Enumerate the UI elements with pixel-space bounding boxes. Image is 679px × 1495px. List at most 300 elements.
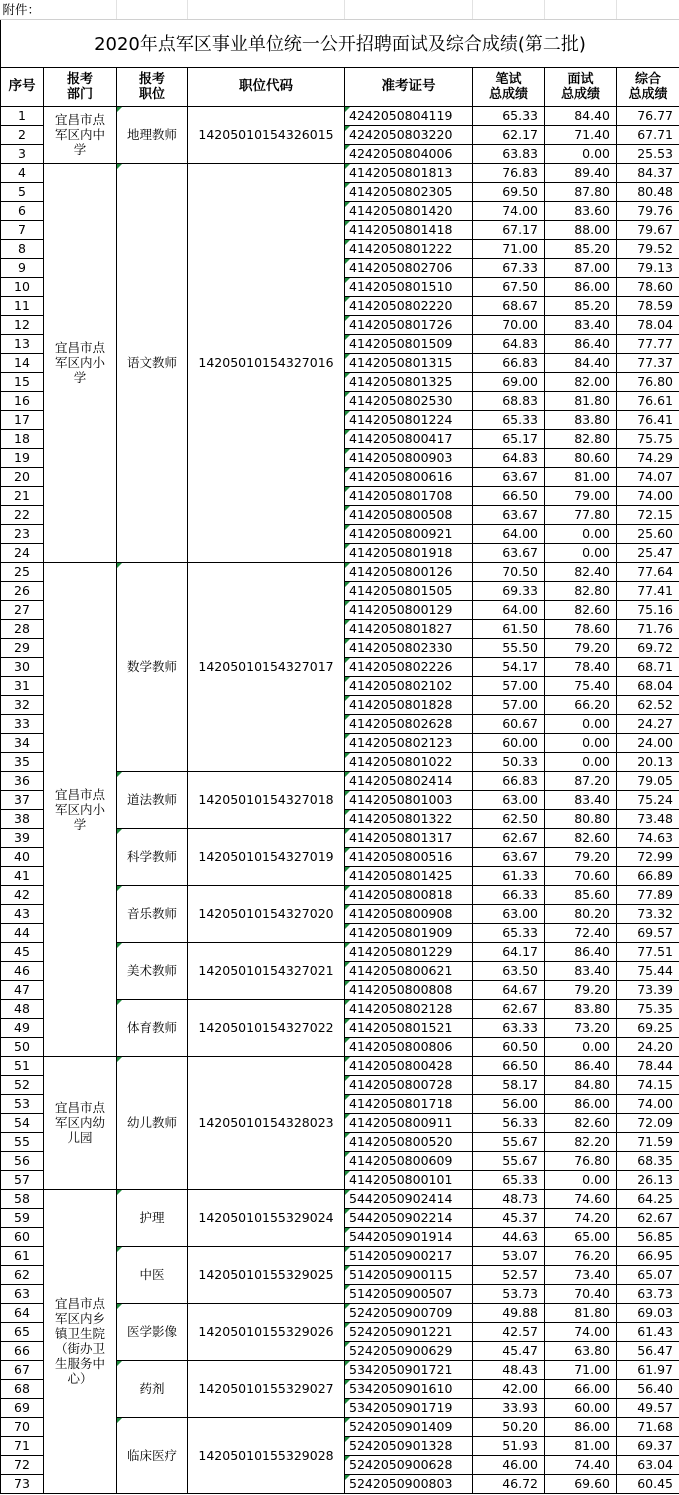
total-score: 20.13 bbox=[617, 752, 679, 771]
total-score: 24.00 bbox=[617, 733, 679, 752]
row-number: 66 bbox=[1, 1341, 44, 1360]
row-number: 12 bbox=[1, 315, 44, 334]
ticket-number: 4142050801022 bbox=[345, 752, 473, 771]
interview-score: 83.40 bbox=[545, 961, 617, 980]
written-score: 45.47 bbox=[473, 1341, 545, 1360]
ticket-number: 4142050802414 bbox=[345, 771, 473, 790]
written-score: 67.50 bbox=[473, 277, 545, 296]
total-score: 69.37 bbox=[617, 1436, 679, 1455]
ticket-number: 4142050800806 bbox=[345, 1037, 473, 1056]
written-score: 63.67 bbox=[473, 543, 545, 562]
written-score: 60.67 bbox=[473, 714, 545, 733]
ticket-number: 4142050802123 bbox=[345, 733, 473, 752]
total-score: 64.25 bbox=[617, 1189, 679, 1208]
total-score: 75.16 bbox=[617, 600, 679, 619]
header-seq: 序号 bbox=[1, 67, 44, 106]
written-score: 44.63 bbox=[473, 1227, 545, 1246]
interview-score: 74.60 bbox=[545, 1189, 617, 1208]
position-code-cell: 14205010155329026 bbox=[188, 1303, 345, 1360]
row-number: 41 bbox=[1, 866, 44, 885]
position-cell: 临床医疗 bbox=[117, 1417, 188, 1493]
row-number: 72 bbox=[1, 1455, 44, 1474]
total-score: 67.71 bbox=[617, 125, 679, 144]
row-number: 15 bbox=[1, 372, 44, 391]
ticket-number: 4142050800129 bbox=[345, 600, 473, 619]
ticket-number: 4142050802628 bbox=[345, 714, 473, 733]
ticket-number: 4142050800908 bbox=[345, 904, 473, 923]
position-code-cell: 14205010154327018 bbox=[188, 771, 345, 828]
ticket-number: 5142050900217 bbox=[345, 1246, 473, 1265]
total-score: 56.85 bbox=[617, 1227, 679, 1246]
position-cell: 护理 bbox=[117, 1189, 188, 1246]
row-number: 7 bbox=[1, 220, 44, 239]
written-score: 33.93 bbox=[473, 1398, 545, 1417]
written-score: 69.00 bbox=[473, 372, 545, 391]
total-score: 77.37 bbox=[617, 353, 679, 372]
ticket-number: 4142050801418 bbox=[345, 220, 473, 239]
ticket-number: 5442050902214 bbox=[345, 1208, 473, 1227]
position-code-cell: 14205010155329025 bbox=[188, 1246, 345, 1303]
written-score: 66.50 bbox=[473, 1056, 545, 1075]
written-score: 66.83 bbox=[473, 353, 545, 372]
total-score: 78.04 bbox=[617, 315, 679, 334]
total-score: 79.76 bbox=[617, 201, 679, 220]
written-score: 74.00 bbox=[473, 201, 545, 220]
ticket-number: 5142050900507 bbox=[345, 1284, 473, 1303]
total-score: 73.39 bbox=[617, 980, 679, 999]
interview-score: 74.00 bbox=[545, 1322, 617, 1341]
position-cell: 体育教师 bbox=[117, 999, 188, 1056]
row-number: 17 bbox=[1, 410, 44, 429]
page-title: 2020年点军区事业单位统一公开招聘面试及综合成绩(第二批) bbox=[1, 19, 679, 67]
written-score: 62.50 bbox=[473, 809, 545, 828]
interview-score: 85.60 bbox=[545, 885, 617, 904]
row-number: 27 bbox=[1, 600, 44, 619]
interview-score: 66.20 bbox=[545, 695, 617, 714]
written-score: 66.83 bbox=[473, 771, 545, 790]
position-code-cell: 14205010154327017 bbox=[188, 562, 345, 771]
position-code-cell: 14205010154327021 bbox=[188, 942, 345, 999]
written-score: 48.43 bbox=[473, 1360, 545, 1379]
written-score: 67.33 bbox=[473, 258, 545, 277]
header-written: 笔试 总成绩 bbox=[473, 67, 545, 106]
written-score: 65.33 bbox=[473, 106, 545, 125]
ticket-number: 4142050801222 bbox=[345, 239, 473, 258]
position-cell: 道法教师 bbox=[117, 771, 188, 828]
interview-score: 85.20 bbox=[545, 239, 617, 258]
interview-score: 0.00 bbox=[545, 714, 617, 733]
written-score: 63.67 bbox=[473, 847, 545, 866]
interview-score: 0.00 bbox=[545, 1170, 617, 1189]
row-number: 40 bbox=[1, 847, 44, 866]
interview-score: 76.20 bbox=[545, 1246, 617, 1265]
ticket-number: 4142050801509 bbox=[345, 334, 473, 353]
written-score: 60.50 bbox=[473, 1037, 545, 1056]
interview-score: 85.20 bbox=[545, 296, 617, 315]
written-score: 46.00 bbox=[473, 1455, 545, 1474]
ticket-number: 4142050801918 bbox=[345, 543, 473, 562]
department-cell: 宜昌市点军区内小学 bbox=[44, 163, 117, 562]
interview-score: 0.00 bbox=[545, 733, 617, 752]
interview-score: 77.80 bbox=[545, 505, 617, 524]
interview-score: 78.40 bbox=[545, 657, 617, 676]
total-score: 61.97 bbox=[617, 1360, 679, 1379]
interview-score: 79.00 bbox=[545, 486, 617, 505]
total-score: 76.41 bbox=[617, 410, 679, 429]
ticket-number: 4142050801229 bbox=[345, 942, 473, 961]
interview-score: 83.40 bbox=[545, 790, 617, 809]
total-score: 62.67 bbox=[617, 1208, 679, 1227]
total-score: 73.32 bbox=[617, 904, 679, 923]
ticket-number: 4142050801317 bbox=[345, 828, 473, 847]
grid-cell bbox=[545, 0, 617, 19]
ticket-number: 4142050800728 bbox=[345, 1075, 473, 1094]
written-score: 64.00 bbox=[473, 524, 545, 543]
total-score: 74.63 bbox=[617, 828, 679, 847]
ticket-number: 4142050802706 bbox=[345, 258, 473, 277]
written-score: 63.83 bbox=[473, 144, 545, 163]
row-number: 67 bbox=[1, 1360, 44, 1379]
row-number: 33 bbox=[1, 714, 44, 733]
interview-score: 79.20 bbox=[545, 847, 617, 866]
written-score: 64.67 bbox=[473, 980, 545, 999]
ticket-number: 4142050801718 bbox=[345, 1094, 473, 1113]
row-number: 4 bbox=[1, 163, 44, 182]
header-total: 综合 总成绩 bbox=[617, 67, 679, 106]
total-score: 77.51 bbox=[617, 942, 679, 961]
ticket-number: 4142050802305 bbox=[345, 182, 473, 201]
written-score: 42.57 bbox=[473, 1322, 545, 1341]
total-score: 25.47 bbox=[617, 543, 679, 562]
ticket-number: 5442050901914 bbox=[345, 1227, 473, 1246]
ticket-number: 4142050800126 bbox=[345, 562, 473, 581]
position-code-cell: 14205010154327016 bbox=[188, 163, 345, 562]
row-number: 43 bbox=[1, 904, 44, 923]
interview-score: 80.20 bbox=[545, 904, 617, 923]
total-score: 76.80 bbox=[617, 372, 679, 391]
ticket-number: 4242050804119 bbox=[345, 106, 473, 125]
row-number: 54 bbox=[1, 1113, 44, 1132]
total-score: 84.37 bbox=[617, 163, 679, 182]
row-number: 9 bbox=[1, 258, 44, 277]
interview-score: 80.80 bbox=[545, 809, 617, 828]
total-score: 73.48 bbox=[617, 809, 679, 828]
total-score: 78.44 bbox=[617, 1056, 679, 1075]
written-score: 64.83 bbox=[473, 448, 545, 467]
interview-score: 81.80 bbox=[545, 1303, 617, 1322]
header-ticket: 准考证号 bbox=[345, 67, 473, 106]
written-score: 64.17 bbox=[473, 942, 545, 961]
ticket-number: 4142050802330 bbox=[345, 638, 473, 657]
row-number: 56 bbox=[1, 1151, 44, 1170]
written-score: 62.67 bbox=[473, 828, 545, 847]
ticket-number: 4142050800808 bbox=[345, 980, 473, 999]
interview-score: 84.80 bbox=[545, 1075, 617, 1094]
row-number: 38 bbox=[1, 809, 44, 828]
row-number: 60 bbox=[1, 1227, 44, 1246]
department-cell: 宜昌市点军区内幼儿园 bbox=[44, 1056, 117, 1189]
ticket-number: 5342050901610 bbox=[345, 1379, 473, 1398]
row-number: 21 bbox=[1, 486, 44, 505]
grid-cell bbox=[188, 0, 345, 19]
ticket-number: 5342050901719 bbox=[345, 1398, 473, 1417]
table-row bbox=[1, 562, 679, 581]
interview-score: 82.60 bbox=[545, 600, 617, 619]
ticket-number: 4142050800508 bbox=[345, 505, 473, 524]
written-score: 62.67 bbox=[473, 999, 545, 1018]
row-number: 16 bbox=[1, 391, 44, 410]
ticket-number: 4142050802128 bbox=[345, 999, 473, 1018]
position-code-cell: 14205010155329028 bbox=[188, 1417, 345, 1493]
total-score: 75.44 bbox=[617, 961, 679, 980]
ticket-number: 4142050800818 bbox=[345, 885, 473, 904]
ticket-number: 4142050801909 bbox=[345, 923, 473, 942]
ticket-number: 5242050901221 bbox=[345, 1322, 473, 1341]
written-score: 48.73 bbox=[473, 1189, 545, 1208]
total-score: 66.89 bbox=[617, 866, 679, 885]
total-score: 56.40 bbox=[617, 1379, 679, 1398]
total-score: 79.52 bbox=[617, 239, 679, 258]
header-position: 报考 职位 bbox=[117, 67, 188, 106]
interview-score: 83.80 bbox=[545, 410, 617, 429]
ticket-number: 4142050801425 bbox=[345, 866, 473, 885]
row-number: 6 bbox=[1, 201, 44, 220]
ticket-number: 4142050801510 bbox=[345, 277, 473, 296]
row-number: 20 bbox=[1, 467, 44, 486]
department-cell: 宜昌市点军区内中学 bbox=[44, 106, 117, 163]
row-number: 14 bbox=[1, 353, 44, 372]
written-score: 56.00 bbox=[473, 1094, 545, 1113]
row-number: 57 bbox=[1, 1170, 44, 1189]
interview-score: 0.00 bbox=[545, 543, 617, 562]
written-score: 65.33 bbox=[473, 1170, 545, 1189]
ticket-number: 5242050900803 bbox=[345, 1474, 473, 1493]
ticket-number: 4142050801521 bbox=[345, 1018, 473, 1037]
ticket-number: 4142050802226 bbox=[345, 657, 473, 676]
written-score: 61.33 bbox=[473, 866, 545, 885]
ticket-number: 5242050900709 bbox=[345, 1303, 473, 1322]
total-score: 65.07 bbox=[617, 1265, 679, 1284]
total-score: 74.07 bbox=[617, 467, 679, 486]
row-number: 18 bbox=[1, 429, 44, 448]
row-number: 65 bbox=[1, 1322, 44, 1341]
header-interview: 面试 总成绩 bbox=[545, 67, 617, 106]
row-number: 28 bbox=[1, 619, 44, 638]
written-score: 65.33 bbox=[473, 410, 545, 429]
written-score: 57.00 bbox=[473, 676, 545, 695]
row-number: 39 bbox=[1, 828, 44, 847]
interview-score: 86.40 bbox=[545, 1056, 617, 1075]
total-score: 26.13 bbox=[617, 1170, 679, 1189]
total-score: 68.04 bbox=[617, 676, 679, 695]
ticket-number: 5242050900628 bbox=[345, 1455, 473, 1474]
row-number: 62 bbox=[1, 1265, 44, 1284]
written-score: 61.50 bbox=[473, 619, 545, 638]
attachment-label: 附件： bbox=[1, 0, 117, 19]
row-number: 8 bbox=[1, 239, 44, 258]
interview-score: 82.80 bbox=[545, 429, 617, 448]
ticket-number: 5242050901328 bbox=[345, 1436, 473, 1455]
total-score: 76.77 bbox=[617, 106, 679, 125]
row-number: 29 bbox=[1, 638, 44, 657]
total-score: 56.47 bbox=[617, 1341, 679, 1360]
interview-score: 80.60 bbox=[545, 448, 617, 467]
written-score: 68.83 bbox=[473, 391, 545, 410]
interview-score: 82.60 bbox=[545, 1113, 617, 1132]
total-score: 62.52 bbox=[617, 695, 679, 714]
total-score: 77.41 bbox=[617, 581, 679, 600]
grid-cell bbox=[117, 0, 188, 19]
row-number: 1 bbox=[1, 106, 44, 125]
total-score: 69.57 bbox=[617, 923, 679, 942]
position-code-cell: 14205010155329027 bbox=[188, 1360, 345, 1417]
row-number: 25 bbox=[1, 562, 44, 581]
written-score: 63.67 bbox=[473, 505, 545, 524]
total-score: 74.00 bbox=[617, 486, 679, 505]
interview-score: 83.60 bbox=[545, 201, 617, 220]
interview-score: 74.40 bbox=[545, 1455, 617, 1474]
written-score: 52.57 bbox=[473, 1265, 545, 1284]
written-score: 55.67 bbox=[473, 1132, 545, 1151]
position-cell: 地理教师 bbox=[117, 106, 188, 163]
row-number: 50 bbox=[1, 1037, 44, 1056]
ticket-number: 4142050801003 bbox=[345, 790, 473, 809]
position-cell: 药剂 bbox=[117, 1360, 188, 1417]
total-score: 77.89 bbox=[617, 885, 679, 904]
total-score: 75.24 bbox=[617, 790, 679, 809]
row-number: 71 bbox=[1, 1436, 44, 1455]
total-score: 49.57 bbox=[617, 1398, 679, 1417]
interview-score: 81.80 bbox=[545, 391, 617, 410]
position-cell: 医学影像 bbox=[117, 1303, 188, 1360]
row-number: 51 bbox=[1, 1056, 44, 1075]
interview-score: 0.00 bbox=[545, 144, 617, 163]
written-score: 53.73 bbox=[473, 1284, 545, 1303]
ticket-number: 5142050900115 bbox=[345, 1265, 473, 1284]
grid-cell bbox=[473, 0, 545, 19]
interview-score: 79.20 bbox=[545, 638, 617, 657]
written-score: 54.17 bbox=[473, 657, 545, 676]
written-score: 70.00 bbox=[473, 315, 545, 334]
table-row bbox=[1, 1056, 679, 1075]
written-score: 42.00 bbox=[473, 1379, 545, 1398]
interview-score: 87.20 bbox=[545, 771, 617, 790]
ticket-number: 4142050802220 bbox=[345, 296, 473, 315]
interview-score: 82.20 bbox=[545, 1132, 617, 1151]
total-score: 71.59 bbox=[617, 1132, 679, 1151]
total-score: 61.43 bbox=[617, 1322, 679, 1341]
ticket-number: 4142050801813 bbox=[345, 163, 473, 182]
written-score: 65.33 bbox=[473, 923, 545, 942]
interview-score: 86.00 bbox=[545, 1094, 617, 1113]
position-code-cell: 14205010154327020 bbox=[188, 885, 345, 942]
ticket-number: 4142050801322 bbox=[345, 809, 473, 828]
interview-score: 69.60 bbox=[545, 1474, 617, 1493]
row-number: 24 bbox=[1, 543, 44, 562]
row-number: 52 bbox=[1, 1075, 44, 1094]
total-score: 63.73 bbox=[617, 1284, 679, 1303]
ticket-number: 4142050801315 bbox=[345, 353, 473, 372]
table-row bbox=[1, 163, 679, 182]
position-cell: 美术教师 bbox=[117, 942, 188, 999]
total-score: 69.72 bbox=[617, 638, 679, 657]
row-number: 10 bbox=[1, 277, 44, 296]
position-cell: 数学教师 bbox=[117, 562, 188, 771]
written-score: 69.33 bbox=[473, 581, 545, 600]
interview-score: 70.60 bbox=[545, 866, 617, 885]
row-number: 59 bbox=[1, 1208, 44, 1227]
interview-score: 88.00 bbox=[545, 220, 617, 239]
interview-score: 82.80 bbox=[545, 581, 617, 600]
interview-score: 83.80 bbox=[545, 999, 617, 1018]
total-score: 68.35 bbox=[617, 1151, 679, 1170]
row-number: 5 bbox=[1, 182, 44, 201]
written-score: 66.50 bbox=[473, 486, 545, 505]
row-number: 30 bbox=[1, 657, 44, 676]
interview-score: 87.80 bbox=[545, 182, 617, 201]
ticket-number: 4142050800417 bbox=[345, 429, 473, 448]
department-cell: 宜昌市点军区内小学 bbox=[44, 562, 117, 1056]
written-score: 63.67 bbox=[473, 467, 545, 486]
written-score: 63.00 bbox=[473, 904, 545, 923]
row-number: 36 bbox=[1, 771, 44, 790]
interview-score: 84.40 bbox=[545, 106, 617, 125]
interview-score: 71.00 bbox=[545, 1360, 617, 1379]
written-score: 60.00 bbox=[473, 733, 545, 752]
written-score: 55.67 bbox=[473, 1151, 545, 1170]
written-score: 46.72 bbox=[473, 1474, 545, 1493]
row-number: 26 bbox=[1, 581, 44, 600]
total-score: 24.27 bbox=[617, 714, 679, 733]
written-score: 45.37 bbox=[473, 1208, 545, 1227]
row-number: 73 bbox=[1, 1474, 44, 1493]
position-code-cell: 14205010154328023 bbox=[188, 1056, 345, 1189]
written-score: 76.83 bbox=[473, 163, 545, 182]
interview-score: 72.40 bbox=[545, 923, 617, 942]
total-score: 69.03 bbox=[617, 1303, 679, 1322]
ticket-number: 4242050803220 bbox=[345, 125, 473, 144]
row-number: 32 bbox=[1, 695, 44, 714]
header-position-code: 职位代码 bbox=[188, 67, 345, 106]
row-number: 44 bbox=[1, 923, 44, 942]
row-number: 37 bbox=[1, 790, 44, 809]
total-score: 77.64 bbox=[617, 562, 679, 581]
row-number: 42 bbox=[1, 885, 44, 904]
total-score: 79.67 bbox=[617, 220, 679, 239]
interview-score: 86.40 bbox=[545, 942, 617, 961]
interview-score: 73.40 bbox=[545, 1265, 617, 1284]
total-score: 72.15 bbox=[617, 505, 679, 524]
total-score: 72.09 bbox=[617, 1113, 679, 1132]
row-number: 34 bbox=[1, 733, 44, 752]
row-number: 53 bbox=[1, 1094, 44, 1113]
total-score: 66.95 bbox=[617, 1246, 679, 1265]
position-cell: 音乐教师 bbox=[117, 885, 188, 942]
written-score: 63.50 bbox=[473, 961, 545, 980]
table-row bbox=[1, 1189, 679, 1208]
ticket-number: 4142050801726 bbox=[345, 315, 473, 334]
written-score: 67.17 bbox=[473, 220, 545, 239]
position-cell: 科学教师 bbox=[117, 828, 188, 885]
interview-score: 66.00 bbox=[545, 1379, 617, 1398]
written-score: 58.17 bbox=[473, 1075, 545, 1094]
row-number: 22 bbox=[1, 505, 44, 524]
interview-score: 65.00 bbox=[545, 1227, 617, 1246]
interview-score: 84.40 bbox=[545, 353, 617, 372]
written-score: 65.17 bbox=[473, 429, 545, 448]
ticket-number: 4142050800621 bbox=[345, 961, 473, 980]
interview-score: 86.40 bbox=[545, 334, 617, 353]
